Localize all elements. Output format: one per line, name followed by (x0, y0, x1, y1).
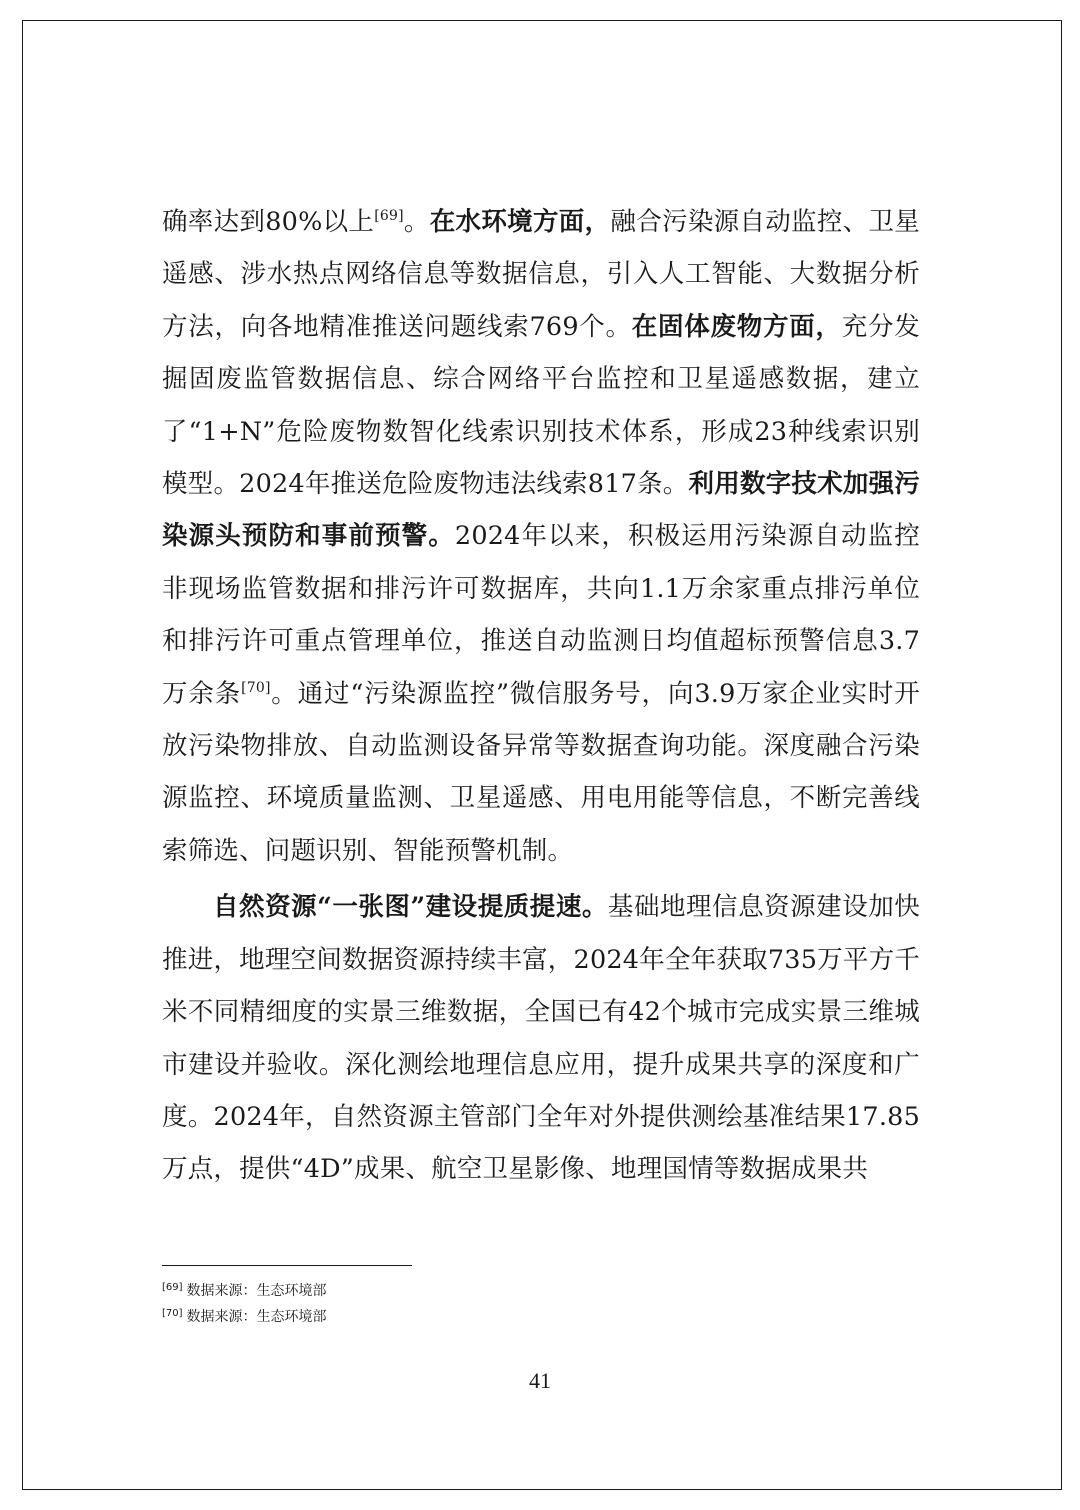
footnote-separator (162, 1265, 412, 1266)
footnote-text: 数据来源：生态环境部 (186, 1283, 327, 1299)
bold-heading-solid-waste: 在固体废物方面， (631, 311, 842, 342)
text-run: 。 (403, 207, 430, 237)
footnote-ref-69[interactable]: [69] (374, 208, 404, 224)
footnote-ref-70[interactable]: [70] (241, 679, 271, 696)
paragraph-2 (162, 881, 920, 1195)
body-text (162, 196, 920, 1196)
footnote-70 (162, 1304, 662, 1330)
footnote-69 (162, 1278, 662, 1304)
footnote-mark: [70] (162, 1308, 183, 1319)
bold-heading-digital-prevention: 利用数字技术加强污染源头预防和事前预警。 (162, 469, 920, 552)
footnotes (162, 1278, 662, 1330)
text-run: 融合污染源自动监控、卫星遥感、涉水热点网络信息等数据信息，引入人工智能、大数据分析方法，向各地精准推送问题线索769个。 (162, 207, 920, 342)
text-run: 2024年以来，积极运用污染源自动监控非现场监管数据和排污许可数据库，共向1.1万余家重点排污单位和排污许可重点管理单位，推送自动监测日均值超标预警信息3.7万余条 (162, 521, 921, 709)
text-run: 确率达到80%以上 (162, 207, 375, 237)
footnote-mark: [69] (162, 1282, 183, 1293)
paragraph-1 (162, 196, 920, 877)
text-run: 充分发掘固废监管数据信息、综合网络平台监控和卫星遥感数据，建立了“1+N”危险废物数智化线索识别技术体系，形成23种线索识别模型。2024年推送危险废物违法线索817条。 (162, 311, 920, 500)
page-number: 41 (529, 1368, 551, 1393)
text-run: 基础地理信息资源建设加快推进，地理空间数据资源持续丰富，2024年全年获取735万平方千米不同精细度的实景三维数据，全国已有42个城市完成实景三维城市建设并验收。深化测绘地理信息应用，提升成果共享的深度和广度。2024年，自然资源主管部门全年对外提供测绘基准结果17.85万点，提供“4D”成果、航空卫星影像、地理国情等数据成果共 (162, 892, 920, 1185)
bold-heading-natural-resources: 自然资源“一张图”建设提质提速。 (213, 892, 608, 923)
footnote-text: 数据来源：生态环境部 (186, 1309, 327, 1325)
text-run: 。通过“污染源监控”微信服务号，向3.9万家企业实时开放污染物排放、自动监测设备异常等数据查询功能。深度融合污染源监控、环境质量监测、卫星遥感、用电用能等信息，不断完善线索筛选、问题识别、智能预警机制。 (162, 678, 920, 866)
bold-heading-water: 在水环境方面， (429, 207, 611, 237)
